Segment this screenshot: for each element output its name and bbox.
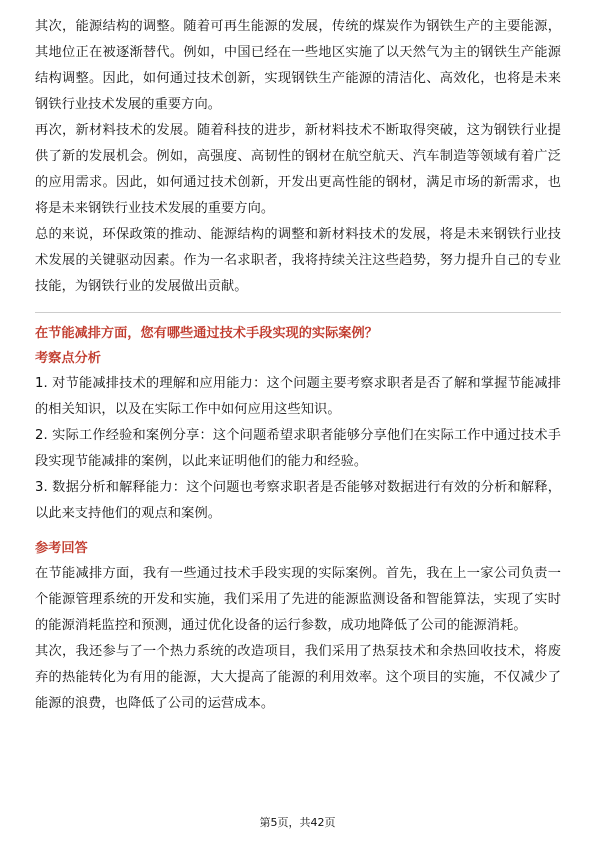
- document-page: [35, 14, 561, 717]
- answer-paragraph-1: 在节能减排方面，我有一些通过技术手段实现的实际案例。首先，我在上一家公司负责一个能源管理系统的开发和实施，我们采用了先进的能源监测设备和智能算法，实现了实时的能源消耗监控和预测，通过优化设备的运行参数，成功地降低了公司的能源消耗。: [35, 566, 561, 633]
- answer-paragraph-2: 其次，我还参与了一个热力系统的改造项目，我们采用了热泵技术和余热回收技术，将废弃的热能转化为有用的能源，大大提高了能源的利用效率。这个项目的实施，不仅减少了能源的浪费，也降低了公司的运营成本。: [35, 644, 561, 711]
- analysis-item-3: 3. 数据分析和解释能力：这个问题也考察求职者是否能够对数据进行有效的分析和解释，以此来支持他们的观点和案例。: [35, 480, 561, 521]
- analysis-item-2: 2. 实际工作经验和案例分享：这个问题希望求职者能够分享他们在实际工作中通过技术手段实现节能减排的案例，以此来证明他们的能力和经验。: [35, 428, 561, 469]
- analysis-heading: 考察点分析: [35, 351, 101, 366]
- intro-paragraph-energy-structure: 其次，能源结构的调整。随着可再生能源的发展，传统的煤炭作为钢铁生产的主要能源，其地位正在被逐渐替代。例如，中国已经在一些地区实施了以天然气为主的钢铁生产能源结构调整。因此，如何通过技术创新，实现钢铁生产能源的清洁化、高效化，也将是未来钢铁行业技术发展的重要方向。: [35, 19, 561, 112]
- analysis-item-1: 1. 对节能减排技术的理解和应用能力：这个问题主要考察求职者是否了解和掌握节能减排的相关知识，以及在实际工作中如何应用这些知识。: [35, 376, 561, 417]
- answer-heading: 参考回答: [35, 541, 88, 556]
- intro-paragraph-new-materials: 再次，新材料技术的发展。随着科技的进步，新材料技术不断取得突破，这为钢铁行业提供了新的发展机会。例如，高强度、高韧性的钢材在航空航天、汽车制造等领域有着广泛的应用需求。因此，如何通过技术创新，开发出更高性能的钢材，满足市场的新需求，也将是未来钢铁行业技术发展的重要方向。: [35, 123, 561, 216]
- question-title: 在节能减排方面，您有哪些通过技术手段实现的实际案例？: [35, 326, 378, 341]
- intro-paragraph-summary: 总的来说，环保政策的推动、能源结构的调整和新材料技术的发展，将是未来钢铁行业技术发展的关键驱动因素。作为一名求职者，我将持续关注这些趋势，努力提升自己的专业技能，为钢铁行业的发展做出贡献。: [35, 227, 561, 294]
- page-number: 第5页，共42页: [259, 816, 336, 829]
- section-divider: [35, 312, 561, 313]
